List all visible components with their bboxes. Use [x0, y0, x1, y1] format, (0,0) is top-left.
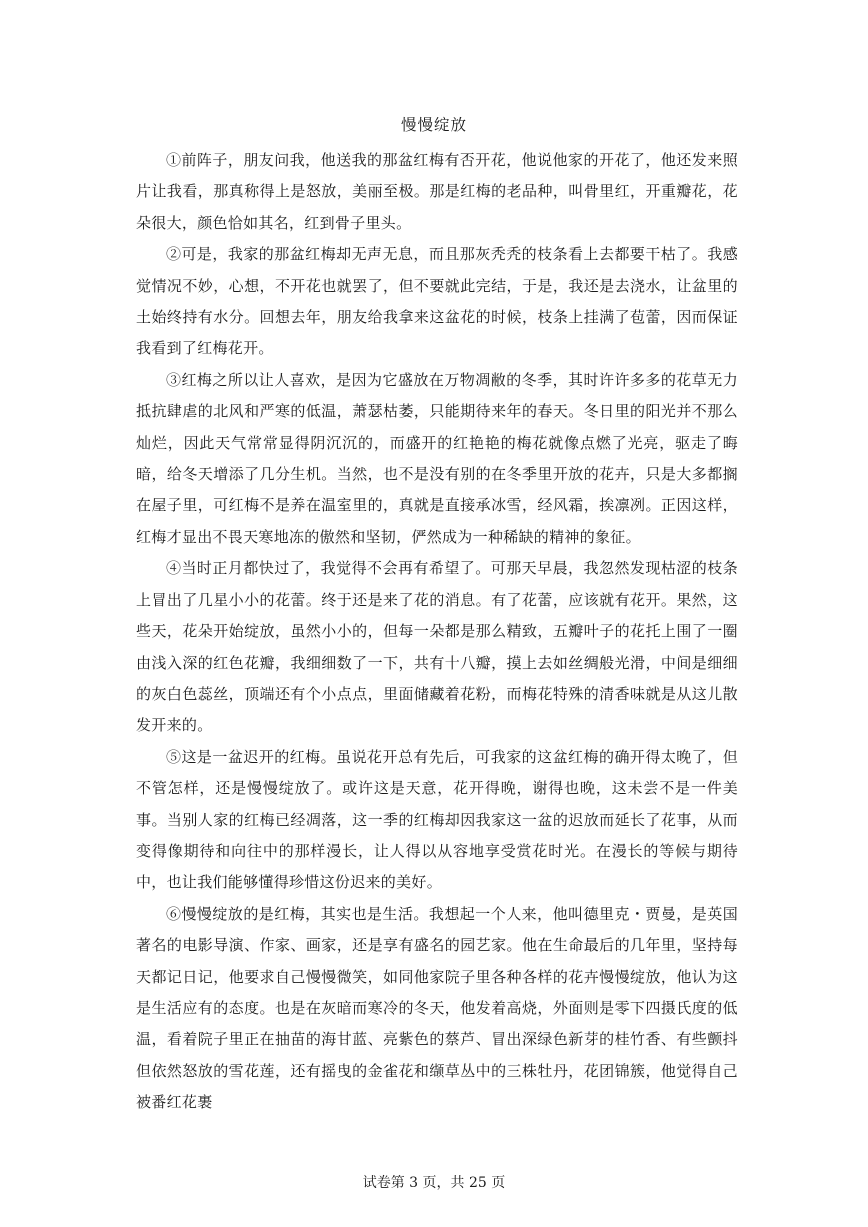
essay-title: 慢慢绽放 — [400, 116, 467, 134]
essay-body — [136, 145, 738, 1119]
paragraph-2: ②可是，我家的那盆红梅却无声无息，而且那灰秃秃的枝条看上去都要干枯了。我感觉情况不妙，心想，不开花也就罢了，但不要就此完结，于是，我还是去浇水，让盆里的土始终持有水分。回想去年，朋友给我拿来这盆花的时候，枝条上挂满了苞蕾，因而保证我看到了红梅花开。 — [136, 245, 738, 358]
paragraph-1: ①前阵子，朋友问我，他送我的那盆红梅有否开花，他说他家的开花了，他还发来照片让我看，那真称得上是怒放，美丽至极。那是红梅的老品种，叫骨里红，开重瓣花，花朵很大，颜色恰如其名，红到骨子里头。 — [136, 151, 738, 232]
paragraph-4: ④当时正月都快过了，我觉得不会再有希望了。可那天早晨，我忽然发现枯涩的枝条上冒出了几星小小的花蕾。终于还是来了花的消息。有了花蕾，应该就有花开。果然，这些天，花朵开始绽放，虽然小小的，但每一朵都是那么精致，五瓣叶子的花托上围了一圈由浅入深的红色花瓣，我细细数了一下，共有十八瓣，摸上去如丝绸般光滑，中间是细细的灰白色蕊丝，顶端还有个小点点，里面储藏着花粉，而梅花特殊的清香味就是从这儿散发开来的。 — [136, 559, 738, 735]
paragraph-3: ③红梅之所以让人喜欢，是因为它盛放在万物凋敝的冬季，其时许许多多的花草无力抵抗肆虐的北风和严寒的低温，萧瑟枯萎，只能期待来年的春天。冬日里的阳光并不那么灿烂，因此天气常常显得阴沉沉的，而盛开的红艳艳的梅花就像点燃了光亮，驱走了晦暗，给冬天增添了几分生机。当然，也不是没有别的在冬季里开放的花卉，只是大多都搁在屋子里，可红梅不是养在温室里的，真就是直接承冰雪，经风霜，挨凛冽。正因这样，红梅才显出不畏天寒地冻的傲然和坚韧，俨然成为一种稀缺的精神的象征。 — [136, 370, 738, 546]
paragraph-5: ⑤这是一盆迟开的红梅。虽说花开总有先后，可我家的这盆红梅的确开得太晚了，但不管怎样，还是慢慢绽放了。或许这是天意，花开得晚，谢得也晚，这未尝不是一件美事。当别人家的红梅已经凋落，这一季的红梅却因我家这一盆的迟放而延长了花事，从而变得像期待和向往中的那样漫长，让人得以从容地享受赏花时光。在漫长的等候与期待中，也让我们能够懂得珍惜这份迟来的美好。 — [136, 747, 738, 892]
page-footer: 试卷第 3 页，共 25 页 — [362, 1175, 506, 1191]
paragraph-6: ⑥慢慢绽放的是红梅，其实也是生活。我想起一个人来，他叫德里克・贾曼，是英国著名的电影导演、作家、画家，还是享有盛名的园艺家。他在生命最后的几年里，坚持每天都记日记，他要求自己慢慢微笑，如同他家院子里各种各样的花卉慢慢绽放，他认为这是生活应有的态度。也是在灰暗而寒冷的冬天，他发着高烧，外面则是零下四摄氏度的低温，看着院子里正在抽苗的海甘蓝、亮紫色的蔡芦、冒出深绿色新芽的桂竹香、有些颤抖但依然怒放的雪花莲，还有摇曳的金雀花和缬草丛中的三株牡丹，花团锦簇，他觉得自己被番红花裹 — [136, 904, 738, 1112]
